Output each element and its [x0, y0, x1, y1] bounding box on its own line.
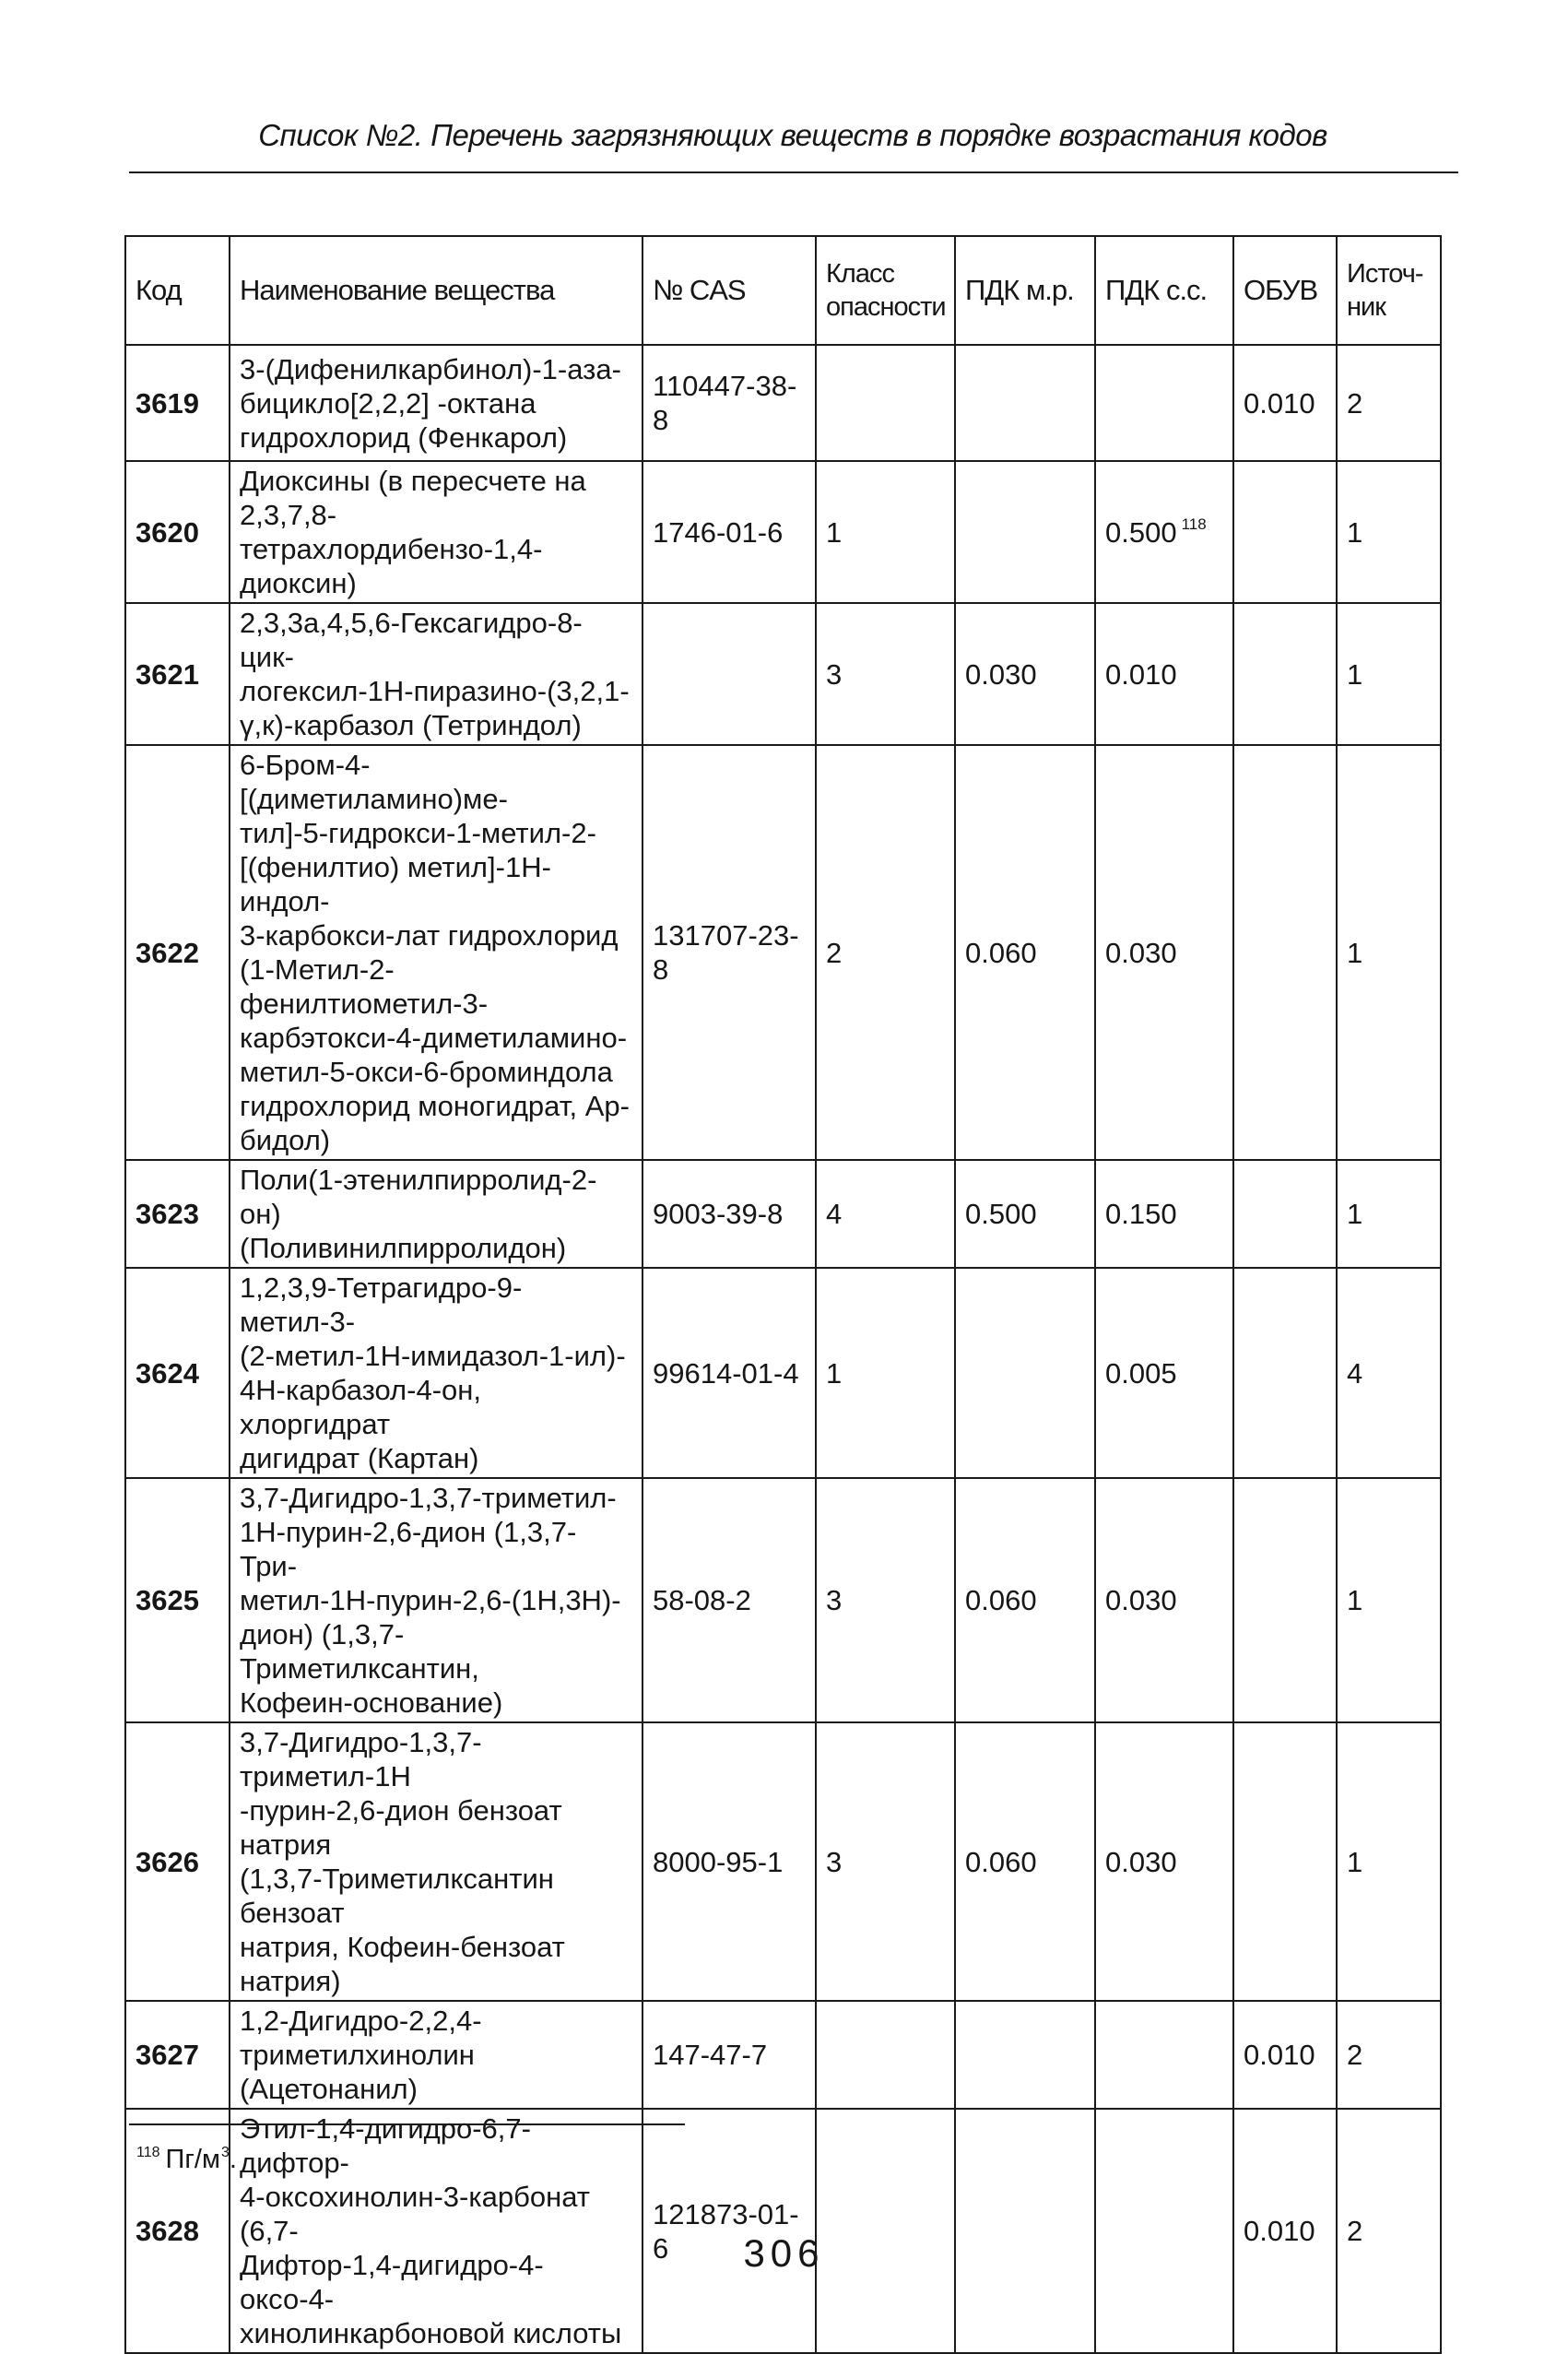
- cell-obuv: [1233, 1722, 1337, 2001]
- column-header-code: Код: [125, 236, 230, 345]
- name-line: логексил-1Н-пиразино-(3,2,1-: [240, 675, 630, 707]
- header-rule: [129, 172, 1458, 173]
- name-line: дигидрат (Картан): [240, 1442, 479, 1474]
- cell-code: 3620: [125, 461, 230, 603]
- cell-name: [230, 461, 643, 603]
- cell-name: [230, 2001, 643, 2109]
- cell-pdk-ss: [1095, 345, 1233, 461]
- name-line: 4Н-карбазол-4-он, хлоргидрат: [240, 1374, 481, 1440]
- table-row: [125, 1268, 1441, 1478]
- cell-hazard-class: 2: [816, 745, 955, 1160]
- table-header-row: [125, 236, 1441, 345]
- cell-code: 3626: [125, 1722, 230, 2001]
- name-line: бидол): [240, 1124, 331, 1156]
- cell-hazard-class: 3: [816, 603, 955, 745]
- cell-obuv: [1233, 1478, 1337, 1722]
- table-row: [125, 345, 1441, 461]
- pdk-ss-value: 0.150: [1105, 1198, 1177, 1230]
- cell-hazard-class: [816, 345, 955, 461]
- footnote: [136, 2145, 237, 2175]
- cell-cas: 1746-01-6: [643, 461, 816, 603]
- table-row: [125, 1160, 1441, 1268]
- name-line: Дифтор-1,4-дигидро-4-оксо-4-: [240, 2249, 544, 2315]
- pdk-ss-value: 0.030: [1105, 1584, 1177, 1616]
- name-line: Поли(1-этенилпирролид-2-он): [240, 1164, 597, 1230]
- cell-source: 1: [1337, 461, 1441, 603]
- cell-name: [230, 1722, 643, 2001]
- column-header-source: Источ- ник: [1337, 236, 1441, 345]
- cell-pdk-ss: [1095, 2001, 1233, 2109]
- cell-source: 1: [1337, 745, 1441, 1160]
- cell-hazard-class: 4: [816, 1160, 955, 1268]
- cell-obuv: 0.010: [1233, 2109, 1337, 2353]
- cell-cas: 9003-39-8: [643, 1160, 816, 1268]
- cell-pdk-ss: [1095, 745, 1233, 1160]
- cell-pdk-mr: [955, 1268, 1095, 1478]
- cell-pdk-mr: [955, 461, 1095, 603]
- cell-cas: 121873-01-6: [643, 2109, 816, 2353]
- name-line: Этил-1,4-дигидро-6,7-дифтор-: [240, 2112, 531, 2179]
- name-line: гидрохлорид (Фенкарол): [240, 420, 568, 454]
- table-row: [125, 745, 1441, 1160]
- name-line: (2-метил-1Н-имидазол-1-ил)-: [240, 1340, 626, 1372]
- column-header-pdk-ss: ПДК с.с.: [1095, 236, 1233, 345]
- cell-source: 1: [1337, 1722, 1441, 2001]
- cell-obuv: [1233, 461, 1337, 603]
- cell-cas: 110447-38-8: [643, 345, 816, 461]
- cell-code: 3625: [125, 1478, 230, 1722]
- cell-cas: 8000-95-1: [643, 1722, 816, 2001]
- table-row: [125, 2001, 1441, 2109]
- cell-pdk-ss: [1095, 1722, 1233, 2001]
- cell-pdk-ss: [1095, 603, 1233, 745]
- cell-name: [230, 745, 643, 1160]
- cell-hazard-class: [816, 2001, 955, 2109]
- column-header-hazard-class: Класс опасности: [816, 236, 955, 345]
- name-line: 3,7-Дигидро-1,3,7-триметил-: [240, 1482, 617, 1514]
- column-header-cas: № CAS: [643, 236, 816, 345]
- cell-source: 2: [1337, 345, 1441, 461]
- name-line: (1,3,7-Триметилксантин бензоат: [240, 1863, 554, 1929]
- name-line: γ,к)-карбазол (Тетриндол): [240, 709, 582, 741]
- pollutants-table: [124, 235, 1442, 2354]
- cell-name: [230, 1160, 643, 1268]
- pdk-ss-value: 0.005: [1105, 1356, 1177, 1390]
- cell-obuv: [1233, 745, 1337, 1160]
- table-row: [125, 603, 1441, 745]
- name-line: 3-(Дифенилкарбинол)-1-аза-: [240, 352, 621, 385]
- name-line: 1,2,3,9-Тетрагидро-9-метил-3-: [240, 1272, 523, 1338]
- footnote-reference: 118: [1181, 515, 1207, 533]
- cell-code: 3627: [125, 2001, 230, 2109]
- cell-obuv: 0.010: [1233, 345, 1337, 461]
- pdk-ss-value: 0.500: [1105, 515, 1177, 549]
- cell-code: 3622: [125, 745, 230, 1160]
- cell-pdk-mr: 0.060: [955, 745, 1095, 1160]
- footnote-text: Пг/м: [165, 2145, 220, 2174]
- cell-cas: 58-08-2: [643, 1478, 816, 1722]
- cell-obuv: [1233, 1160, 1337, 1268]
- cell-source: 1: [1337, 1478, 1441, 1722]
- name-line: (1-Метил-2-фенилтиометил-3-: [240, 953, 489, 1020]
- cell-pdk-ss: [1095, 1268, 1233, 1478]
- cell-code: 3624: [125, 1268, 230, 1478]
- name-line: метил-5-окси-6-броминдола: [240, 1056, 613, 1088]
- cell-cas: 131707-23-8: [643, 745, 816, 1160]
- cell-hazard-class: 1: [816, 461, 955, 603]
- name-line: 6-Бром-4-[(диметиламино)ме-: [240, 749, 508, 815]
- cell-pdk-mr: 0.060: [955, 1722, 1095, 2001]
- name-line: натрия, Кофеин-бензоат натрия): [240, 1931, 565, 1997]
- name-line: 4-оксохинолин-3-карбонат (6,7-: [240, 2181, 590, 2247]
- table-body: [125, 345, 1441, 2353]
- table-row: [125, 1478, 1441, 1722]
- name-line: (Поливинилпирролидон): [240, 1232, 567, 1264]
- page-number: 306: [743, 2231, 825, 2275]
- cell-source: 2: [1337, 2001, 1441, 2109]
- cell-code: 3619: [125, 345, 230, 461]
- cell-cas: 147-47-7: [643, 2001, 816, 2109]
- cell-pdk-ss: [1095, 1478, 1233, 1722]
- cell-source: 1: [1337, 1160, 1441, 1268]
- cell-cas: [643, 603, 816, 745]
- cell-source: 4: [1337, 1268, 1441, 1478]
- column-header-name: Наименование вещества: [230, 236, 643, 345]
- cell-hazard-class: 3: [816, 1722, 955, 2001]
- pdk-ss-value: 0.030: [1105, 936, 1177, 969]
- cell-hazard-class: 1: [816, 1268, 955, 1478]
- cell-name: [230, 345, 643, 461]
- column-header-obuv: ОБУВ: [1233, 236, 1337, 345]
- name-line: метил-1Н-пурин-2,6-(1Н,3Н)-: [240, 1584, 621, 1616]
- cell-code: 3628: [125, 2109, 230, 2353]
- cell-pdk-mr: 0.500: [955, 1160, 1095, 1268]
- name-line: триметилхинолин (Ацетонанил): [240, 2039, 475, 2105]
- name-line: тил]-5-гидрокси-1-метил-2-: [240, 817, 596, 849]
- name-line: гидрохлорид моногидрат, Ар-: [240, 1090, 630, 1122]
- name-line: хинолинкарбоновой кислоты: [240, 2317, 622, 2349]
- name-line: 3-карбокси-лат гидрохлорид: [240, 919, 619, 952]
- cell-obuv: [1233, 1268, 1337, 1478]
- footnote-unit-exponent: 3: [220, 2145, 230, 2160]
- running-header: Список №2. Перечень загрязняющих веществ в порядке возрастания кодов: [258, 118, 1327, 152]
- cell-hazard-class: 3: [816, 1478, 955, 1722]
- cell-obuv: 0.010: [1233, 2001, 1337, 2109]
- pdk-ss-value: 0.010: [1105, 657, 1177, 691]
- cell-cas: 99614-01-4: [643, 1268, 816, 1478]
- name-line: 2,3,7,8-тетрахлордибензо-1,4-: [240, 499, 543, 565]
- cell-code: 3623: [125, 1160, 230, 1268]
- name-line: 2,3,3а,4,5,6-Гексагидро-8-цик-: [240, 607, 583, 673]
- cell-obuv: [1233, 603, 1337, 745]
- cell-name: [230, 1478, 643, 1722]
- table-row: [125, 1722, 1441, 2001]
- name-line: Кофеин-основание): [240, 1686, 503, 1719]
- name-line: карбэтокси-4-диметиламино-: [240, 1022, 628, 1054]
- footnote-suffix: .: [229, 2145, 237, 2174]
- name-line: диоксин): [240, 567, 357, 599]
- cell-pdk-mr: 0.060: [955, 1478, 1095, 1722]
- column-header-pdk-mr: ПДК м.р.: [955, 236, 1095, 345]
- cell-source: 1: [1337, 603, 1441, 745]
- name-line: Диоксины (в пересчете на: [240, 465, 586, 497]
- footnote-rule: [129, 2123, 685, 2125]
- cell-name: [230, 603, 643, 745]
- cell-pdk-mr: 0.030: [955, 603, 1095, 745]
- cell-pdk-ss: [1095, 1160, 1233, 1268]
- table-row: [125, 461, 1441, 603]
- pdk-ss-value: 0.030: [1105, 1845, 1177, 1878]
- name-line: бицикло[2,2,2] -октана: [240, 386, 536, 420]
- name-line: дион) (1,3,7-Триметилксантин,: [240, 1618, 479, 1685]
- cell-pdk-mr: [955, 345, 1095, 461]
- cell-pdk-ss: [1095, 461, 1233, 603]
- cell-name: [230, 1268, 643, 1478]
- name-line: 1Н-пурин-2,6-дион (1,3,7-Три-: [240, 1516, 577, 1582]
- cell-pdk-mr: [955, 2001, 1095, 2109]
- cell-code: 3621: [125, 603, 230, 745]
- cell-source: 2: [1337, 2109, 1441, 2353]
- footnote-mark: 118: [136, 2145, 160, 2160]
- name-line: -пурин-2,6-дион бензоат натрия: [240, 1794, 562, 1861]
- name-line: 3,7-Дигидро-1,3,7-триметил-1Н: [240, 1726, 482, 1792]
- name-line: 1,2-Дигидро-2,2,4-: [240, 2005, 482, 2037]
- name-line: [(фенилтио) метил]-1Н-индол-: [240, 851, 551, 917]
